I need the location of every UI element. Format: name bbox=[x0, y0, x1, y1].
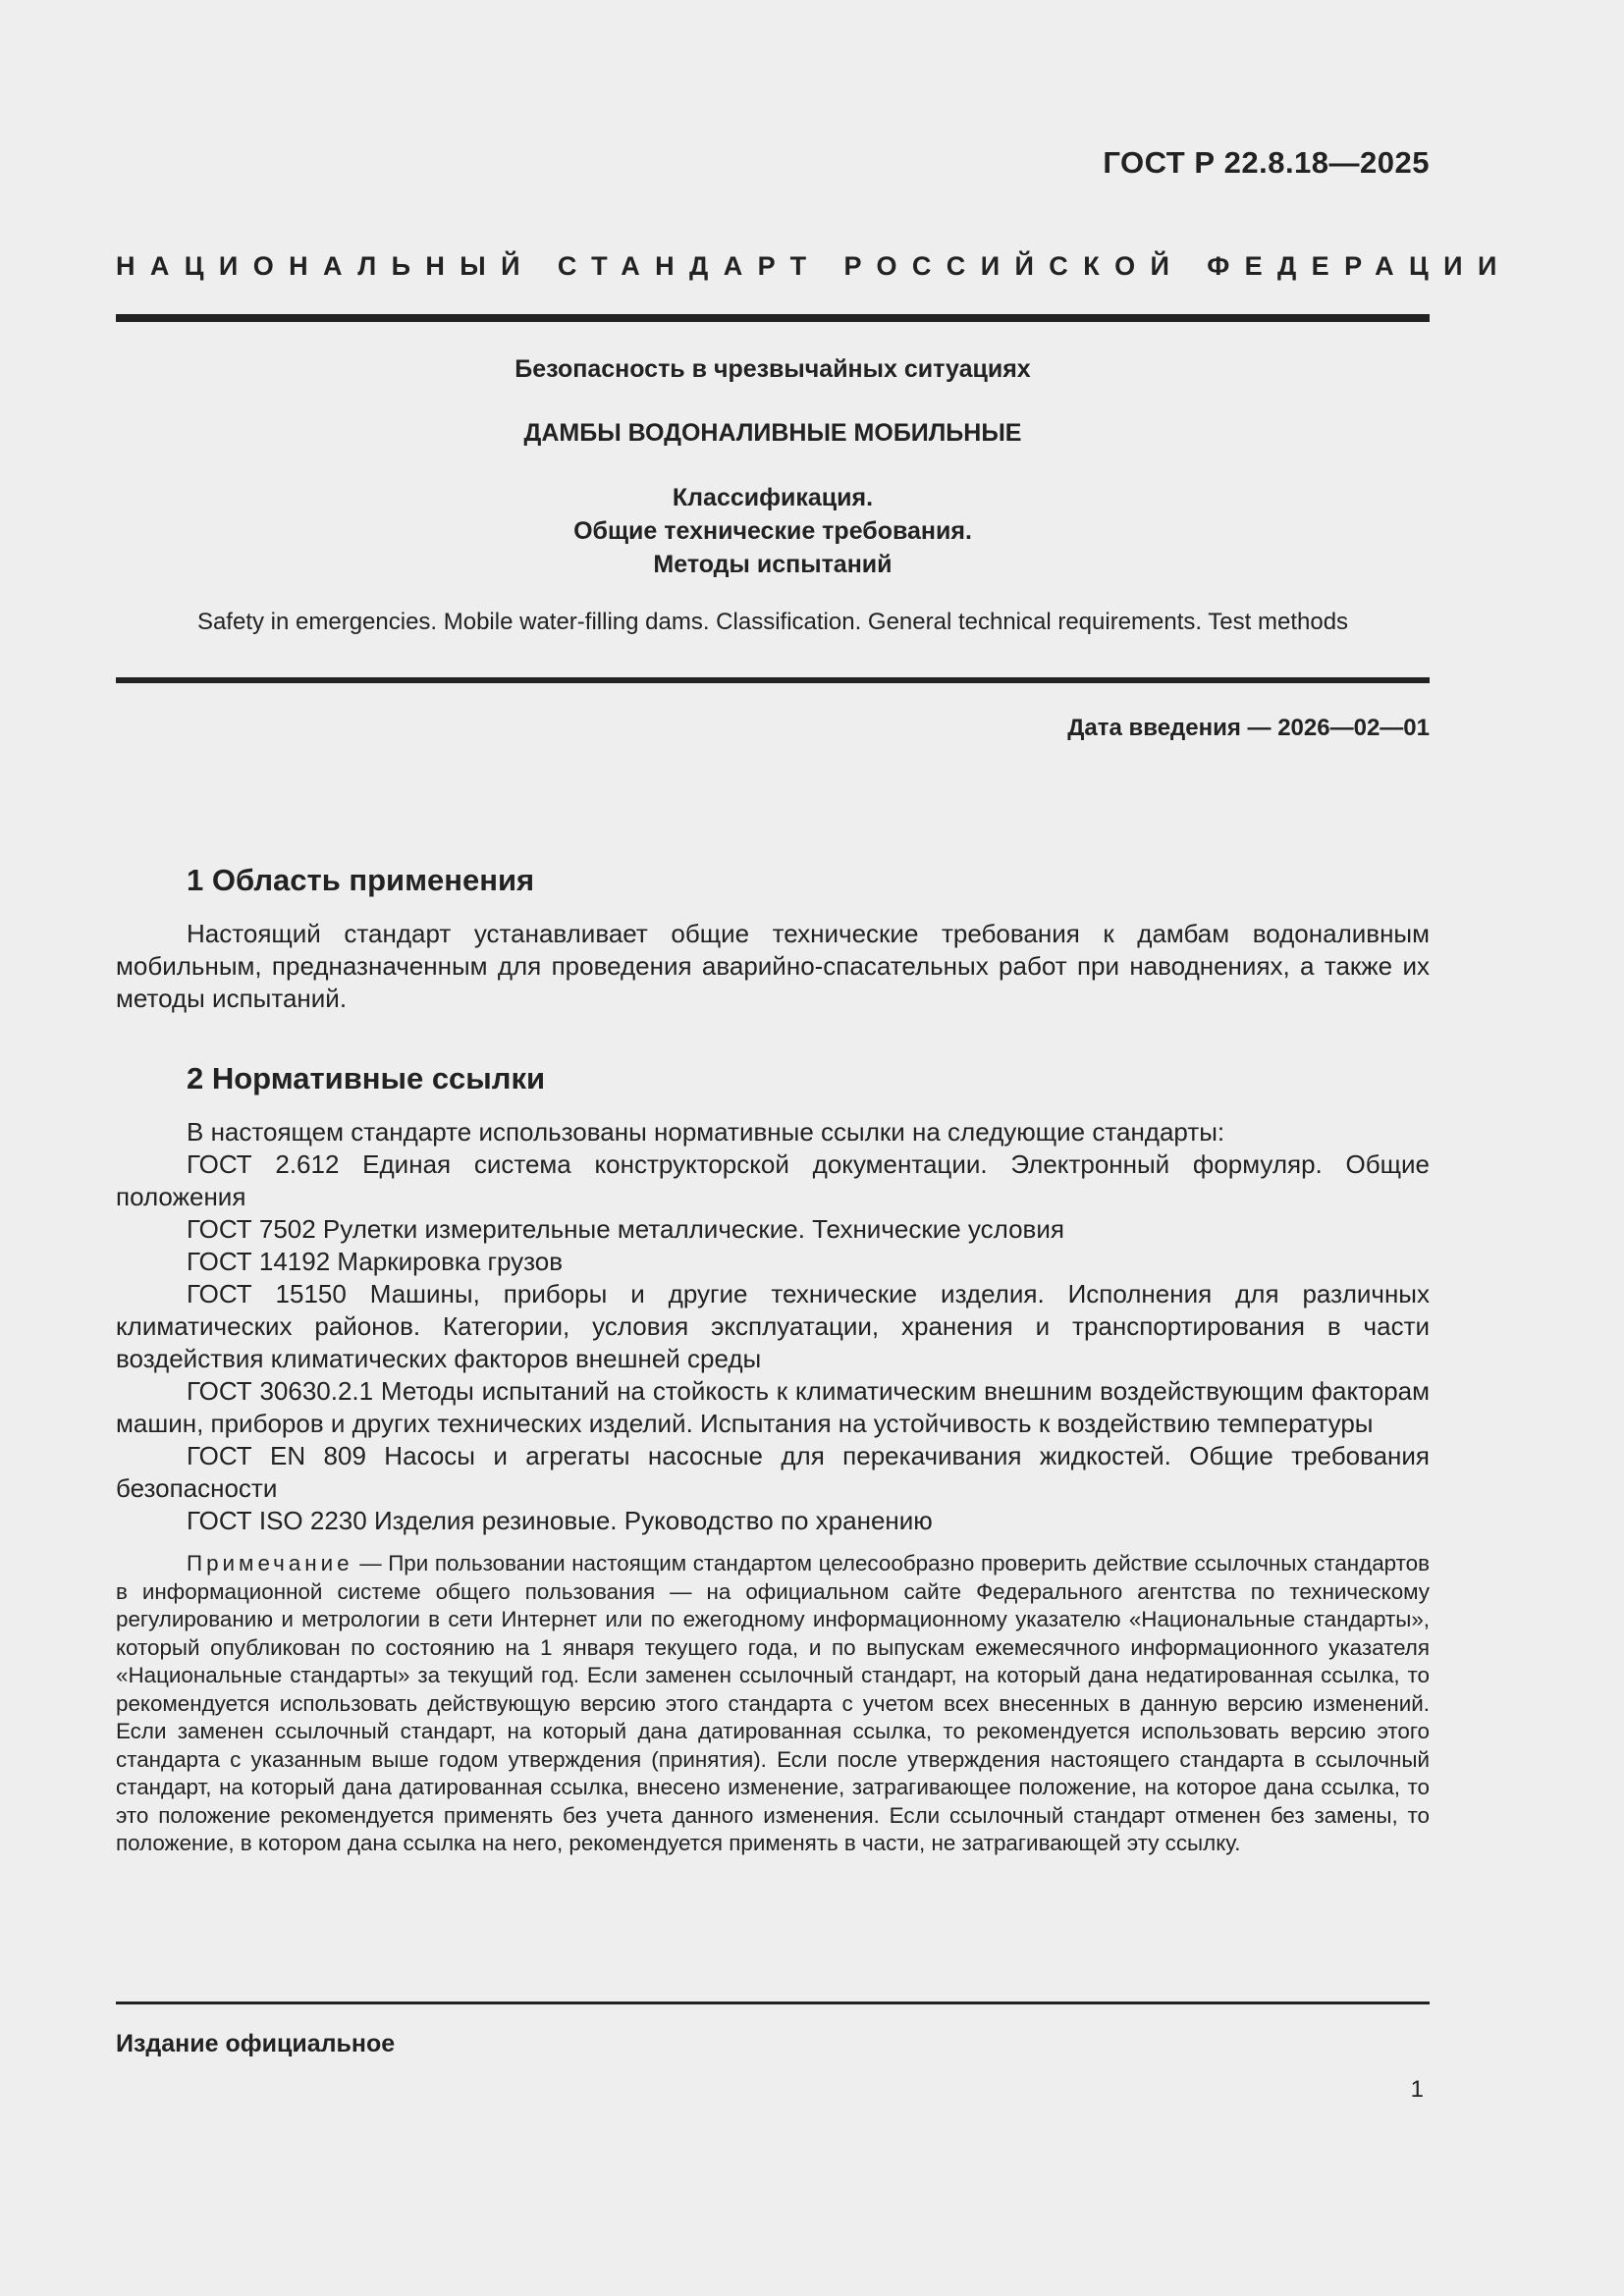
references-intro: В настоящем стандарте использованы нормативные ссылки на следующие стандарты: bbox=[187, 1117, 1225, 1147]
introduction-date: Дата введения — 2026—02—01 bbox=[1067, 715, 1430, 741]
note-label: Примечание bbox=[187, 1551, 353, 1575]
title-divider bbox=[116, 677, 1430, 683]
section-normative-references bbox=[116, 1059, 1430, 1880]
page-number: 1 bbox=[1410, 2076, 1424, 2103]
references-note bbox=[116, 1550, 1430, 1858]
reference-item: ГОСТ EN 809 Насосы и агрегаты насосные для перекачивания жидкостей. Общие требования безопасности bbox=[116, 1441, 1430, 1503]
national-standard-banner: НАЦИОНАЛЬНЫЙ СТАНДАРТ РОССИЙСКОЙ ФЕДЕРАЦИИ bbox=[116, 251, 1512, 281]
footer-divider bbox=[116, 2002, 1430, 2004]
document-title: ДАМБЫ ВОДОНАЛИВНЫЕ МОБИЛЬНЫЕ bbox=[523, 419, 1022, 447]
subtitle-line: Методы испытаний bbox=[653, 551, 893, 578]
reference-item: ГОСТ ISO 2230 Изделия резиновые. Руководство по хранению bbox=[187, 1506, 933, 1535]
document-subtitle bbox=[116, 481, 1430, 581]
subject-heading: Безопасность в чрезвычайных ситуациях bbox=[514, 355, 1031, 383]
english-title: Safety in emergencies. Mobile water-filling dams. Classification. General technical requirements. Test methods bbox=[196, 609, 1349, 635]
reference-item: ГОСТ 14192 Маркировка грузов bbox=[187, 1247, 564, 1276]
top-divider bbox=[116, 314, 1430, 322]
section-heading: 1 Область применения bbox=[187, 863, 535, 897]
note-text: — При пользовании настоящим стандартом целесообразно проверить действие ссылочных стандартов в информационной системе общего пользования — на официальном сайте Федерального агентства по техническому регулированию и метрологии в сети Интернет или по ежегодному информационному указателю «Национальные стандарты», который опубликован по состоянию на 1 января текущего года, и по выпускам ежемесячного информационного указателя «Национальные стандарты» за текущий год. Если заменен ссылочный стандарт, на который дана недатированная ссылка, то рекомендуется использовать действующую версию этого стандарта с учетом всех внесенных в данную версию изменений. Если заменен ссылочный стандарт, на который дана датированная ссылка, то рекомендуется использовать версию этого стандарта с указанным выше годом утверждения (принятия). Если после утверждения настоящего стандарта в ссылочный стандарт, на который дана датированная ссылка, внесено изменение, затрагивающее положение, на которое дана ссылка, то это положение рекомендуется применять без учета данного изменения. Если ссылочный стандарт отменен без замены, то положение, в котором дана ссылка на него, рекомендуется применять в части, не затрагивающей эту ссылку. bbox=[116, 1551, 1430, 1855]
subtitle-line: Классификация. bbox=[672, 484, 874, 511]
reference-item: ГОСТ 2.612 Единая система конструкторской документации. Электронный формуляр. Общие положения bbox=[116, 1149, 1430, 1211]
subtitle-line: Общие технические требования. bbox=[573, 517, 972, 545]
reference-item: ГОСТ 30630.2.1 Методы испытаний на стойкость к климатическим внешним воздействующим факторам машин, приборов и других технических изделий. Испытания на устойчивость к воздействию температуры bbox=[116, 1376, 1430, 1438]
section-heading: 2 Нормативные ссылки bbox=[187, 1061, 546, 1095]
reference-item: ГОСТ 7502 Рулетки измерительные металлические. Технические условия bbox=[187, 1214, 1064, 1244]
reference-item: ГОСТ 15150 Машины, приборы и другие технические изделия. Исполнения для различных климатических районов. Категории, условия эксплуатации, хранения и транспортирования в части воздействия климатических факторов внешней среды bbox=[116, 1279, 1430, 1373]
section-scope bbox=[116, 861, 1430, 1015]
official-edition-label: Издание официальное bbox=[116, 2030, 396, 2057]
section-paragraph: Настоящий стандарт устанавливает общие технические требования к дамбам водоналивным мобильным, предназначенным для проведения аварийно-спасательных работ при наводнениях, а также их методы испытаний. bbox=[116, 919, 1430, 1013]
document-number: ГОСТ Р 22.8.18—2025 bbox=[1103, 145, 1430, 180]
